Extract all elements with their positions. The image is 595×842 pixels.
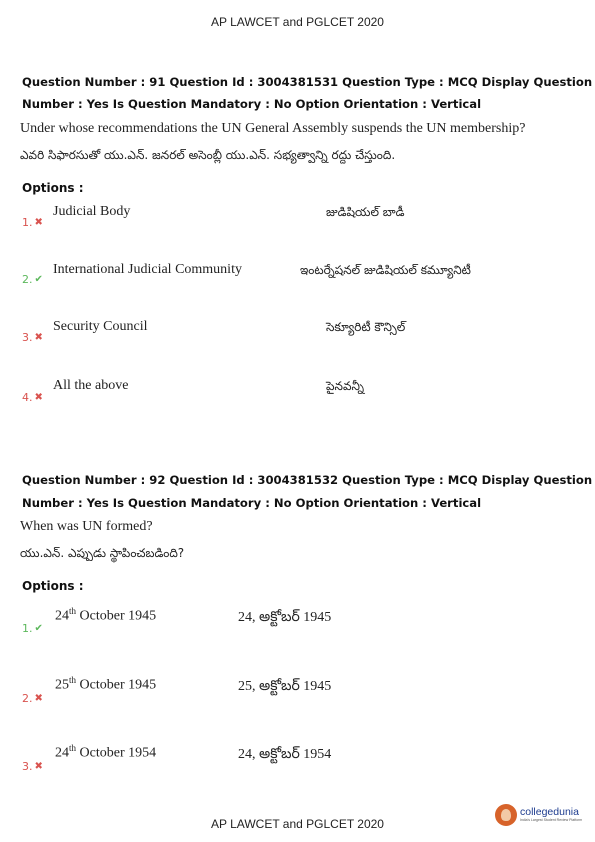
page-header: AP LAWCET and PGLCET 2020 [211,15,384,29]
q91-option-2-te: ఇంటర్నేషనల్ జుడిషియల్ కమ్యూనిటీ [300,263,471,277]
q92-option-2-te: 25, అక్టోబర్ 1945 [238,679,332,694]
q91-meta-line1: Question Number : 91 Question Id : 3004381531 Question Type : MCQ Display Question [22,75,593,89]
q92-question-te: యు.ఎన్. ఎప్పుడు స్థాపించబడింది? [20,546,185,560]
q91-option-1-number: 1. ✖ [22,216,43,229]
q92-option-1-en: 24th October 1945 [55,606,157,624]
q92-option-3-number: 3. ✖ [22,760,43,773]
q91-option-3-te: సెక్యూరిటీ కౌన్సిల్ [326,320,406,334]
page-footer: AP LAWCET and PGLCET 2020 [211,817,384,831]
q91-question-te: ఎవరి సిఫారసుతో యు.ఎన్. జనరల్ అసెంబ్లీ యు.ఎన్. సభ్యత్వాన్ని రద్దు చేస్తుంది. [20,148,396,162]
collegedunia-logo [495,804,582,826]
q92-question-en: When was UN formed? [20,519,153,534]
q92-option-1-te: 24, అక్టోబర్ 1945 [238,610,332,625]
q91-option-1-te: జుడిషియల్ బాడీ [326,205,405,219]
q91-option-3-number: 3. ✖ [22,331,43,344]
check-icon: ✔ [34,274,43,285]
cross-icon: ✖ [34,392,43,403]
q91-option-3-en: Security Council [53,319,148,334]
q91-option-4-en: All the above [53,378,129,393]
q91-option-2-number: 2. ✔ [22,273,43,286]
q92-option-3-te: 24, అక్టోబర్ 1954 [238,747,332,762]
q91-option-4-te: పైనవన్నీ [326,379,365,393]
q92-option-1-number: 1. ✔ [22,622,43,635]
q92-meta-line2: Number : Yes Is Question Mandatory : No Option Orientation : Vertical [22,496,482,510]
mascot-icon [495,804,517,826]
q91-options-label: Options : [22,181,84,195]
cross-icon: ✖ [34,332,43,343]
q91-meta-line2: Number : Yes Is Question Mandatory : No Option Orientation : Vertical [22,97,482,111]
logo-name: collegedunia [520,806,579,818]
q92-option-2-number: 2. ✖ [22,692,43,705]
q92-option-2-en: 25th October 1945 [55,675,157,693]
q91-option-1-en: Judicial Body [53,204,131,219]
q91-option-4-number: 4. ✖ [22,391,43,404]
q91-option-2-en: International Judicial Community [53,262,242,277]
check-icon: ✔ [34,623,43,634]
cross-icon: ✖ [34,693,43,704]
cross-icon: ✖ [34,761,43,772]
logo-tagline: India's Largest Student Review Platform [520,818,583,822]
q92-option-3-en: 24th October 1954 [55,743,157,761]
cross-icon: ✖ [34,217,43,228]
q92-meta-line1: Question Number : 92 Question Id : 3004381532 Question Type : MCQ Display Question [22,473,593,487]
q91-question-en: Under whose recommendations the UN General Assembly suspends the UN membership? [20,121,526,136]
q92-options-label: Options : [22,579,84,593]
